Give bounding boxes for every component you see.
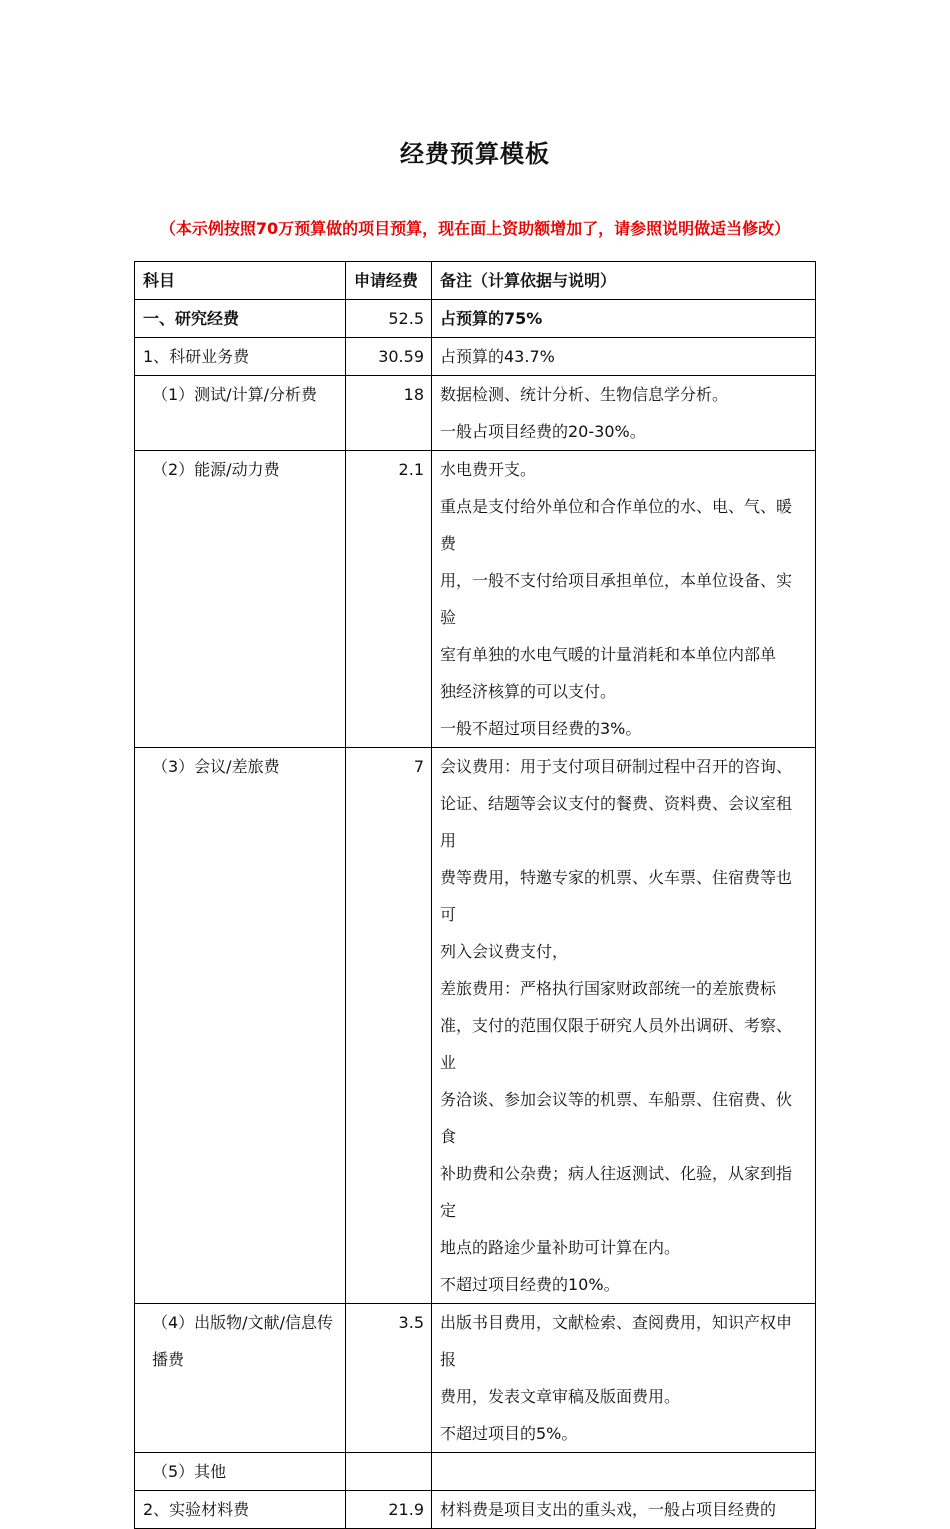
row-remarks — [432, 1453, 816, 1491]
row-amount: 52.5 — [346, 300, 432, 338]
table-row — [135, 376, 816, 451]
row-subject: （2）能源/动力费 — [135, 451, 346, 748]
remark-line: 不超过项目的5%。 — [440, 1424, 578, 1443]
remark-line: 不超过项目经费的10%。 — [440, 1275, 620, 1294]
remark-line: 数据检测、统计分析、生物信息学分析。 — [440, 385, 729, 404]
table-row — [135, 300, 816, 338]
remark-line: 费用，发表文章审稿及版面费用。 — [440, 1387, 681, 1406]
row-remarks — [432, 300, 816, 338]
row-subject: 2、实验材料费 — [135, 1491, 346, 1529]
remark-line: 占预算的43.7% — [440, 347, 555, 366]
row-remarks — [432, 451, 816, 748]
remark-line: 占预算的75% — [440, 309, 543, 328]
table-row — [135, 1453, 816, 1491]
remark-line: 水电费开支。 — [440, 460, 537, 479]
row-subject: 1、科研业务费 — [135, 338, 346, 376]
row-amount: 2.1 — [346, 451, 432, 748]
remark-line: 费等费用，特邀专家的机票、火车票、住宿费等也可 — [440, 868, 793, 924]
table-row — [135, 338, 816, 376]
remark-line: 列入会议费支付， — [440, 942, 569, 961]
row-subject: 一、研究经费 — [135, 300, 346, 338]
row-subject: （4）出版物/文献/信息传播费 — [135, 1304, 346, 1453]
remark-line: 一般不超过项目经费的3%。 — [440, 719, 642, 738]
row-amount — [346, 1453, 432, 1491]
row-remarks — [432, 748, 816, 1304]
header-subject: 科目 — [135, 262, 346, 300]
instruction-note: （本示例按照70万预算做的项目预算，现在面上资助额增加了，请参照说明做适当修改） — [159, 219, 791, 238]
table-row — [135, 1491, 816, 1529]
remark-line: 准，支付的范围仅限于研究人员外出调研、考察、业 — [440, 1016, 793, 1072]
page-title: 经费预算模板 — [400, 140, 550, 168]
remark-line: 补助费和公杂费；病人往返测试、化验，从家到指定 — [440, 1164, 793, 1220]
remark-line: 地点的路途少量补助可计算在内。 — [440, 1238, 681, 1257]
remark-line: 重点是支付给外单位和合作单位的水、电、气、暖费 — [440, 497, 793, 553]
table-row — [135, 451, 816, 748]
row-amount: 3.5 — [346, 1304, 432, 1453]
header-remarks: 备注（计算依据与说明） — [432, 262, 816, 300]
table-row — [135, 1304, 816, 1453]
header-amount: 申请经费 — [346, 262, 432, 300]
row-amount: 30.59 — [346, 338, 432, 376]
remark-line: 室有单独的水电气暖的计量消耗和本单位内部单 — [440, 645, 777, 664]
remark-line: 独经济核算的可以支付。 — [440, 682, 617, 701]
remark-line: 差旅费用：严格执行国家财政部统一的差旅费标 — [440, 979, 777, 998]
row-subject: （1）测试/计算/分析费 — [135, 376, 346, 451]
row-remarks — [432, 338, 816, 376]
row-subject: （5）其他 — [135, 1453, 346, 1491]
budget-table — [134, 261, 816, 1529]
row-subject: （3）会议/差旅费 — [135, 748, 346, 1304]
remark-line: 论证、结题等会议支付的餐费、资料费、会议室租用 — [440, 794, 793, 850]
row-amount: 18 — [346, 376, 432, 451]
remark-line: 出版书目费用，文献检索、查阅费用，知识产权申报 — [440, 1313, 793, 1369]
row-remarks — [432, 376, 816, 451]
remark-line: 一般占项目经费的20-30%。 — [440, 422, 646, 441]
remark-line: 务洽谈、参加会议等的机票、车船票、住宿费、伙食 — [440, 1090, 793, 1146]
table-row — [135, 748, 816, 1304]
row-remarks — [432, 1491, 816, 1529]
row-amount: 21.9 — [346, 1491, 432, 1529]
table-header-row — [135, 262, 816, 300]
remark-line: 用，一般不支付给项目承担单位，本单位设备、实验 — [440, 571, 793, 627]
row-remarks — [432, 1304, 816, 1453]
row-amount: 7 — [346, 748, 432, 1304]
remark-line: 材料费是项目支出的重头戏，一般占项目经费的 — [440, 1500, 777, 1519]
remark-line: 会议费用：用于支付项目研制过程中召开的咨询、 — [440, 757, 793, 776]
